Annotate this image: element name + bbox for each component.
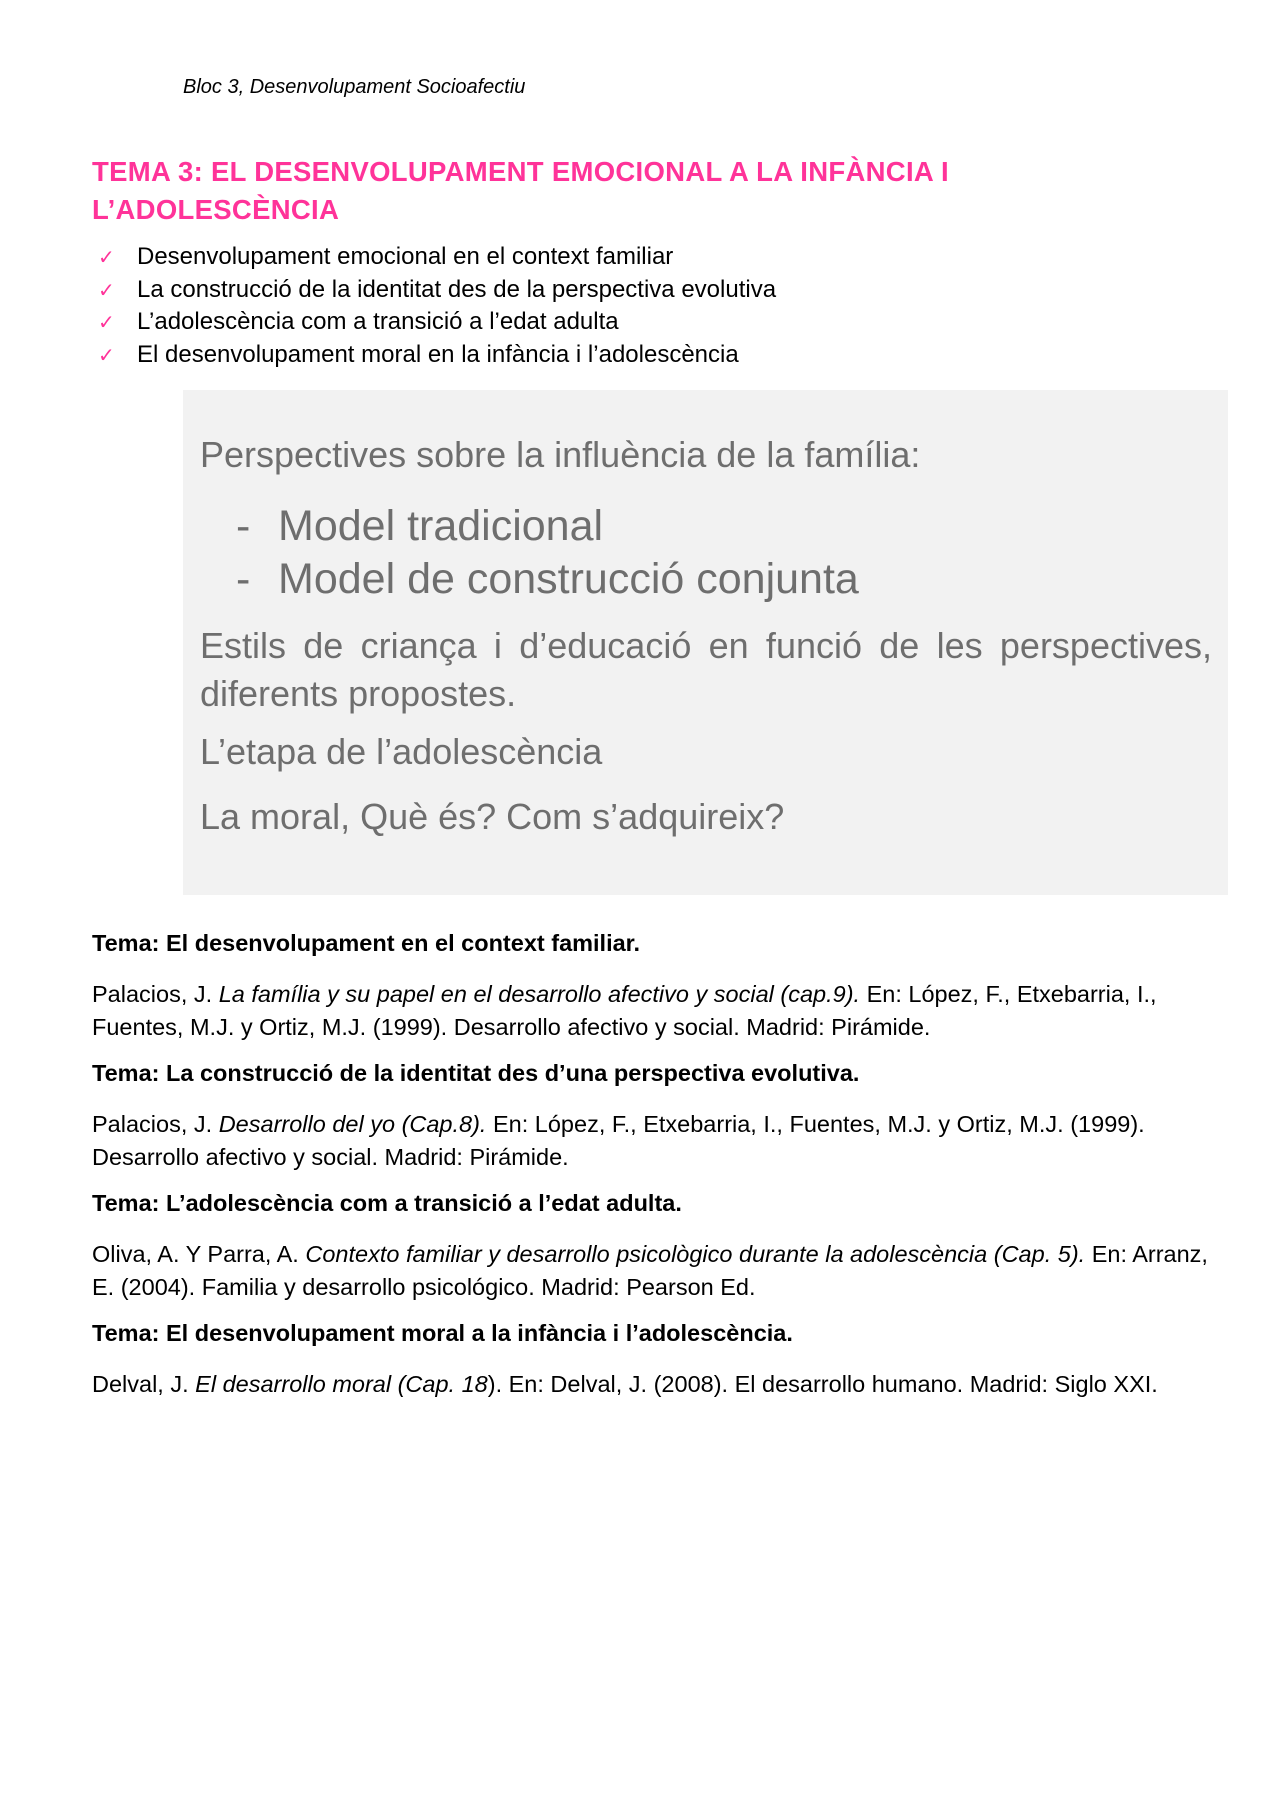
topic-item [98,274,776,307]
reference-heading-identity: Tema: La construcció de la identitat des d’una perspectiva evolutiva. [92,1060,860,1086]
dash-bullet: - [236,502,251,550]
topic-checklist [98,241,776,371]
reference-adolescence [92,1238,1212,1303]
reference-source: ). En: Delval, J. (2008). El desarrollo humano. Madrid: Siglo XXI. [487,1371,1158,1397]
summary-parenting-styles: Estils de criança i d’educació en funció de les perspectives, diferents propostes. [200,625,1212,714]
model-item [236,553,859,606]
topic-item [98,241,776,274]
summary-heading: Perspectives sobre la influència de la família: [200,434,921,475]
topic-label: La construcció de la identitat des de la perspectiva evolutiva [137,275,777,303]
reference-source: En: Arranz, E. (2004). Familia y desarrollo psicológico. Madrid: Pearson Ed. [92,1241,1208,1300]
dash-bullet: - [236,555,251,603]
model-list [236,500,859,606]
reference-source: En: López, F., Etxebarria, I., Fuentes, M.J. y Ortiz, M.J. (1999). Desarrollo afectivo y social. Madrid: Pirámide. [92,1111,1145,1170]
topic-label: El desenvolupament moral en la infància i l’adolescència [137,340,739,368]
reference-heading-family: Tema: El desenvolupament en el context familiar. [92,930,641,956]
reference-family [92,978,1212,1043]
topic-item [98,339,776,372]
topic-label: Desenvolupament emocional en el context familiar [137,243,674,271]
reference-work: Contexto familiar y desarrollo psicològico durante la adolescència (Cap. 5). [305,1241,1086,1267]
page-title-line-1: TEMA 3: EL DESENVOLUPAMENT EMOCIONAL A LA INFÀNCIA I [92,156,949,187]
reference-moral [92,1368,1172,1401]
model-item [236,500,859,553]
reference-heading-moral: Tema: El desenvolupament moral a la infància i l’adolescència. [92,1320,793,1346]
topic-label: L’adolescència com a transició a l’edat adulta [137,308,619,336]
reference-author: Palacios, J. [92,1111,219,1137]
model-label: Model de construcció conjunta [278,555,859,603]
reference-source: En: López, F., Etxebarria, I., Fuentes, M.J. y Ortiz, M.J. (1999). Desarrollo afectivo y social. Madrid: Pirámide. [92,981,1157,1040]
checkmark-icon: ✓ [98,245,115,270]
summary-box [183,390,1228,895]
model-label: Model tradicional [278,502,604,550]
running-header: Bloc 3, Desenvolupament Socioafectiu [183,76,526,98]
reference-identity [92,1108,1212,1173]
summary-adolescence: L’etapa de l’adolescència [200,731,603,772]
checkmark-icon: ✓ [98,342,115,367]
page-title [92,153,1092,229]
reference-author: Oliva, A. Y Parra, A. [92,1241,306,1267]
reference-author: Delval, J. [92,1371,196,1397]
page-title-line-2: L’ADOLESCÈNCIA [92,194,340,225]
topic-item [98,306,776,339]
reference-work: Desarrollo del yo (Cap.8). [218,1111,487,1137]
reference-work: La família y su papel en el desarrollo afectivo y social (cap.9). [218,981,861,1007]
reference-heading-adolescence: Tema: L’adolescència com a transició a l’edat adulta. [92,1190,682,1216]
reference-author: Palacios, J. [92,981,219,1007]
summary-moral: La moral, Què és? Com s’adquireix? [200,796,785,837]
checkmark-icon: ✓ [98,310,115,335]
reference-work: El desarrollo moral (Cap. 18 [195,1371,488,1397]
checkmark-icon: ✓ [98,277,115,302]
